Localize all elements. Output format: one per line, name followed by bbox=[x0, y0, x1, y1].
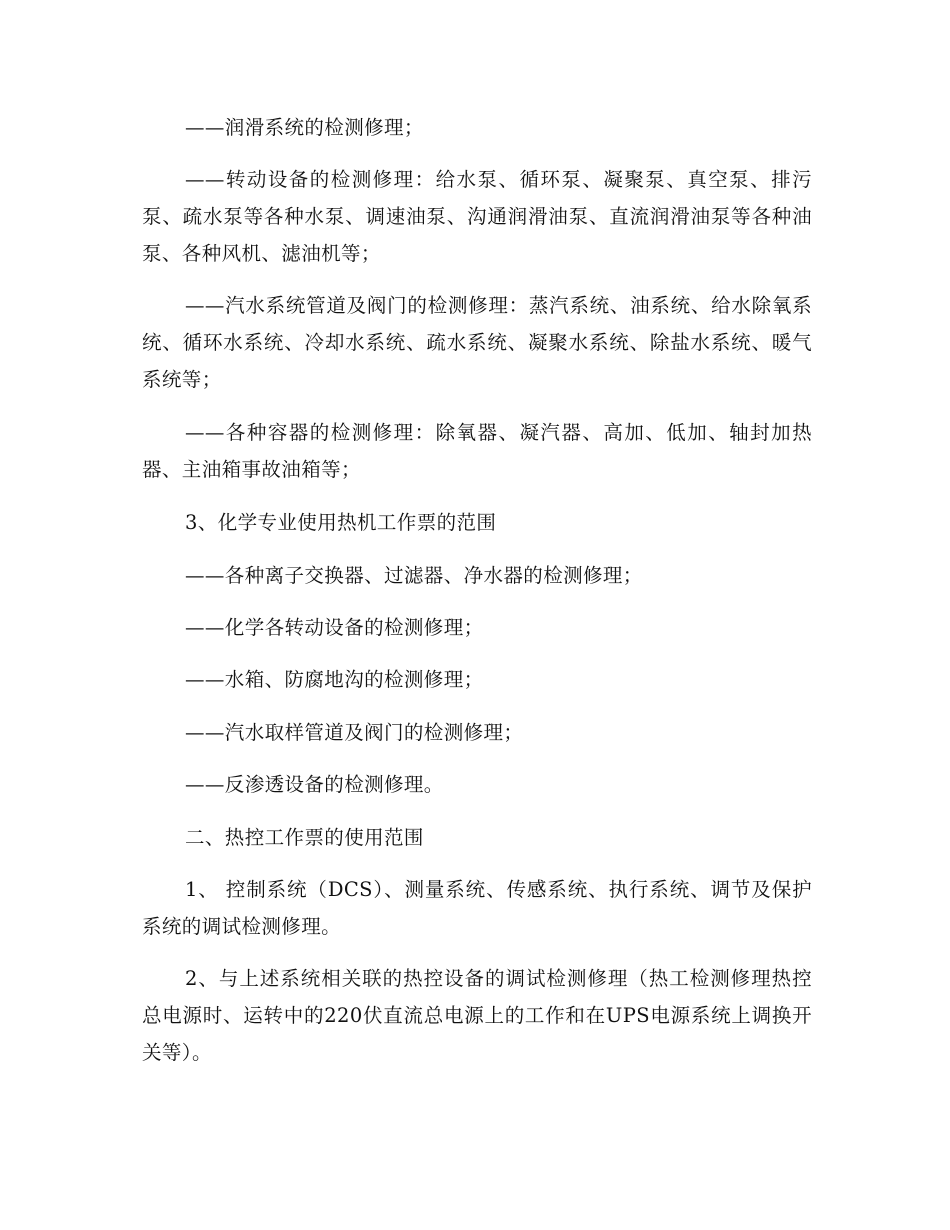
paragraph-ion-exchangers: ——各种离子交换器、过滤器、净水器的检测修理； bbox=[185, 564, 643, 587]
paragraph-related-equipment: 2、与上述系统相关联的热控设备的调试检测修理（热工检测修理热控总电源时、运转中的220伏直流总电源上的工作和在UPS电源系统上调换开关等）。 bbox=[142, 967, 812, 1064]
paragraph-control-systems: 1、 控制系统（DCS）、测量系统、传感系统、执行系统、调节及保护系统的调试检测修理。 bbox=[142, 878, 812, 938]
paragraph-sampling-pipes: ——汽水取样管道及阀门的检测修理； bbox=[185, 721, 524, 744]
paragraph-steam-water-pipes: ——汽水系统管道及阀门的检测修理：蒸汽系统、油系统、给水除氧系统、循环水系统、冷却水系统、疏水系统、凝聚水系统、除盐水系统、暖气系统等； bbox=[142, 294, 812, 391]
paragraph-chemical-rotating-equipment: ——化学各转动设备的检测修理； bbox=[185, 616, 484, 639]
paragraph-rotating-equipment: ——转动设备的检测修理：给水泵、循环泵、凝聚泵、真空泵、排污泵、疏水泵等各种水泵、调速油泵、沟通润滑油泵、直流润滑油泵等各种油泵、各种风机、滤油机等； bbox=[142, 168, 812, 265]
paragraph-water-tanks: ——水箱、防腐地沟的检测修理； bbox=[185, 668, 484, 691]
paragraph-reverse-osmosis: ——反渗透设备的检测修理。 bbox=[185, 773, 444, 796]
paragraph-vessels: ——各种容器的检测修理：除氧器、凝汽器、高加、低加、轴封加热器、主油箱事故油箱等； bbox=[142, 421, 812, 481]
paragraph-chemistry-heading: 3、化学专业使用热机工作票的范围 bbox=[185, 511, 497, 534]
paragraph-lubrication-system: ——润滑系统的检测修理； bbox=[185, 116, 424, 139]
section-heading-thermal-control: 二、热控工作票的使用范围 bbox=[185, 826, 424, 849]
